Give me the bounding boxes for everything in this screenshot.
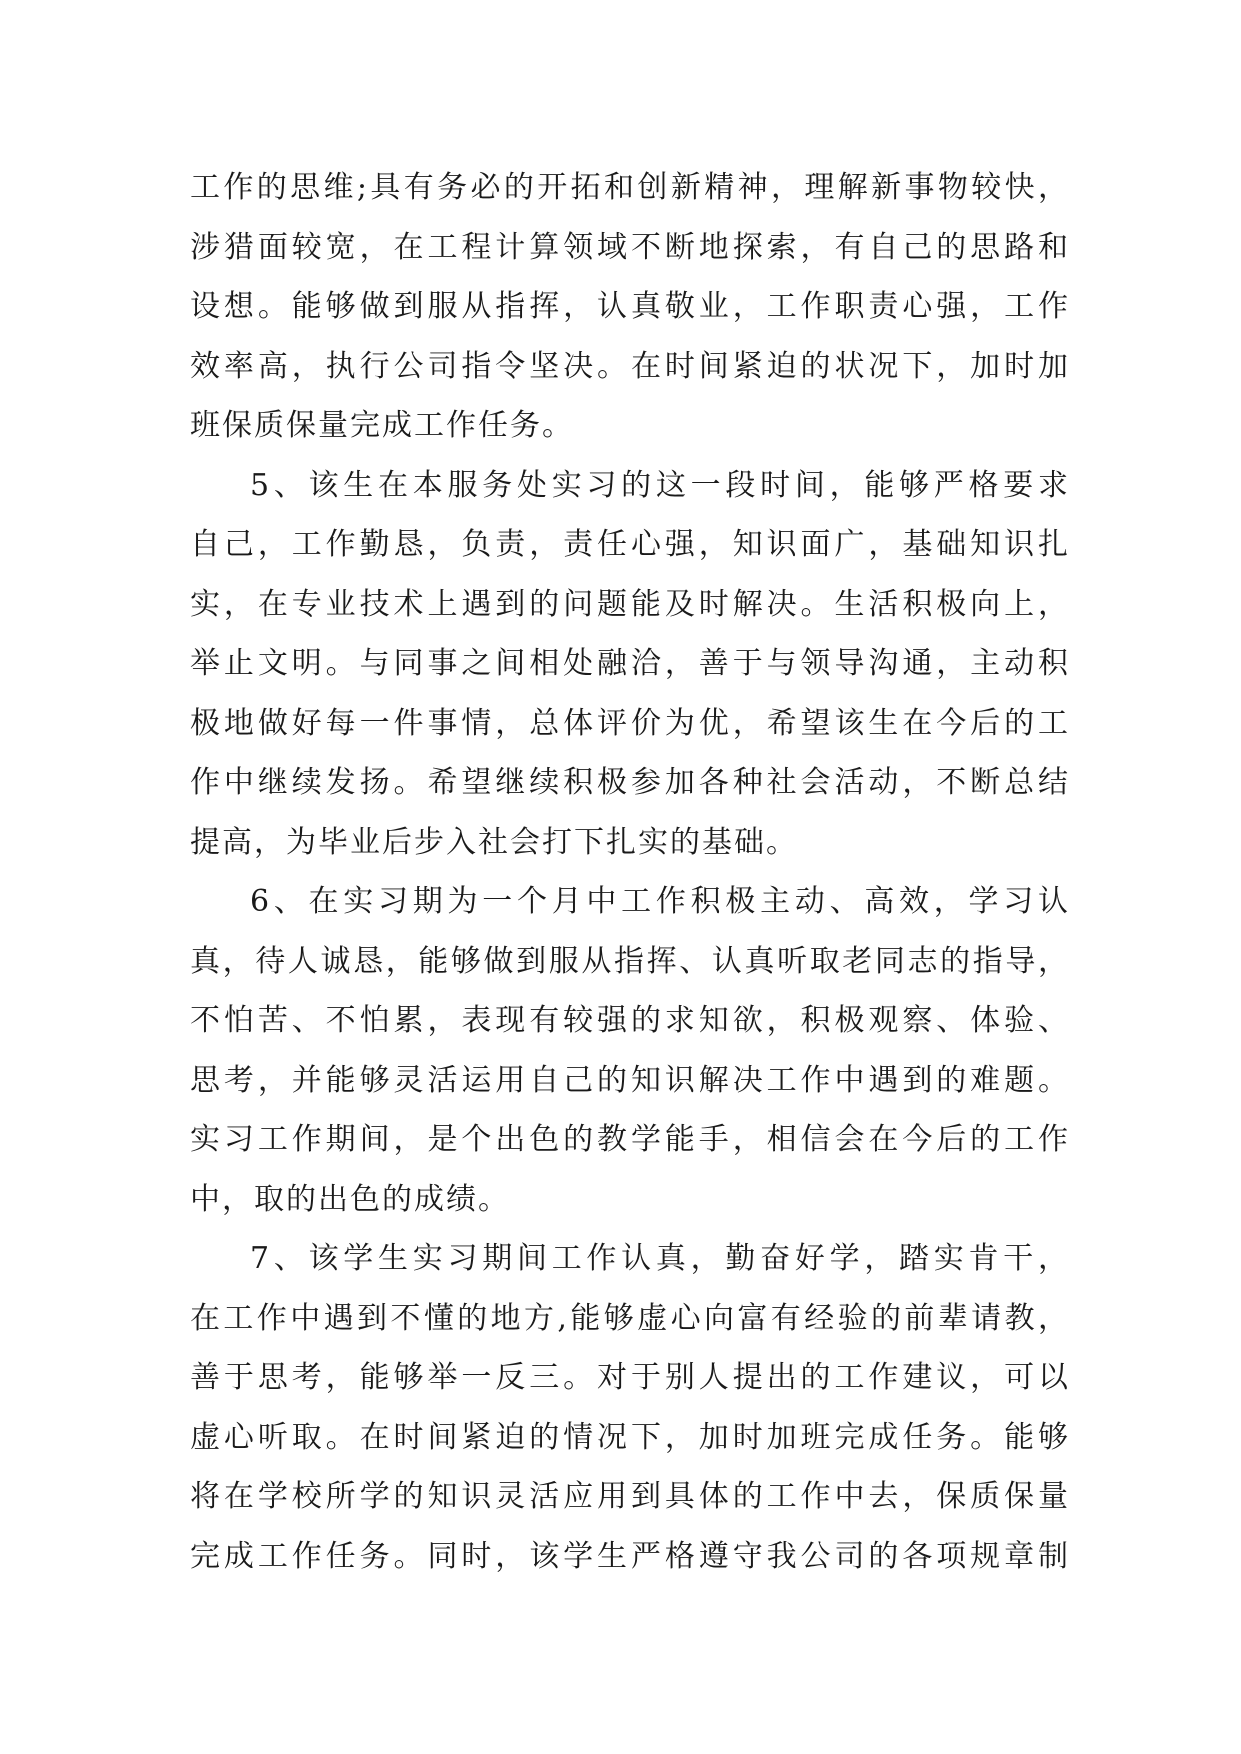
text-line: 实习工作期间，是个出色的教学能手，相信会在今后的工作 [190, 1122, 1070, 1157]
text-line: 效率高，执行公司指令坚决。在时间紧迫的状况下，加时加 [190, 348, 1070, 384]
text-line: 善于思考，能够举一反三。对于别人提出的工作建议，可以 [190, 1360, 1070, 1395]
text-line: 不怕苦、不怕累，表现有较强的求知欲，积极观察、体验、 [190, 1003, 1070, 1038]
document-body [190, 158, 1070, 1586]
text-line: 真，待人诚恳，能够做到服从指挥、认真听取老同志的指导， [190, 943, 1070, 979]
text-line: 自己，工作勤恳，负责，责任心强，知识面广，基础知识扎 [190, 527, 1070, 562]
text-line: 5、该生在本服务处实习的这一段时间，能够严格要求 [250, 467, 1070, 503]
text-line: 实，在专业技术上遇到的问题能及时解决。生活积极向上， [190, 586, 1070, 622]
text-line: 思考，并能够灵活运用自己的知识解决工作中遇到的难题。 [190, 1062, 1070, 1098]
text-line: 极地做好每一件事情，总体评价为优，希望该生在今后的工 [190, 705, 1070, 741]
text-line: 举止文明。与同事之间相处融洽，善于与领导沟通，主动积 [190, 646, 1070, 681]
text-line: 工作的思维;具有务必的开拓和创新精神，理解新事物较快， [190, 170, 1070, 205]
text-line: 班保质保量完成工作任务。 [190, 408, 574, 443]
text-line: 将在学校所学的知识灵活应用到具体的工作中去，保质保量 [190, 1479, 1070, 1514]
text-line: 设想。能够做到服从指挥，认真敬业，工作职责心强，工作 [190, 289, 1070, 324]
text-line: 中，取的出色的成绩。 [190, 1181, 510, 1217]
text-line: 7、该学生实习期间工作认真，勤奋好学，踏实肯干， [250, 1241, 1070, 1276]
text-line: 提高，为毕业后步入社会打下扎实的基础。 [190, 824, 798, 860]
text-line: 在工作中遇到不懂的地方,能够虚心向富有经验的前辈请教， [190, 1300, 1070, 1336]
text-line: 完成工作任务。同时，该学生严格遵守我公司的各项规章制 [190, 1538, 1070, 1574]
text-line: 6、在实习期为一个月中工作积极主动、高效，学习认 [250, 884, 1070, 919]
text-line: 作中继续发扬。希望继续积极参加各种社会活动，不断总结 [190, 765, 1070, 800]
text-line: 涉猎面较宽，在工程计算领域不断地探索，有自己的思路和 [190, 229, 1070, 265]
text-line: 虚心听取。在时间紧迫的情况下，加时加班完成任务。能够 [190, 1419, 1070, 1455]
